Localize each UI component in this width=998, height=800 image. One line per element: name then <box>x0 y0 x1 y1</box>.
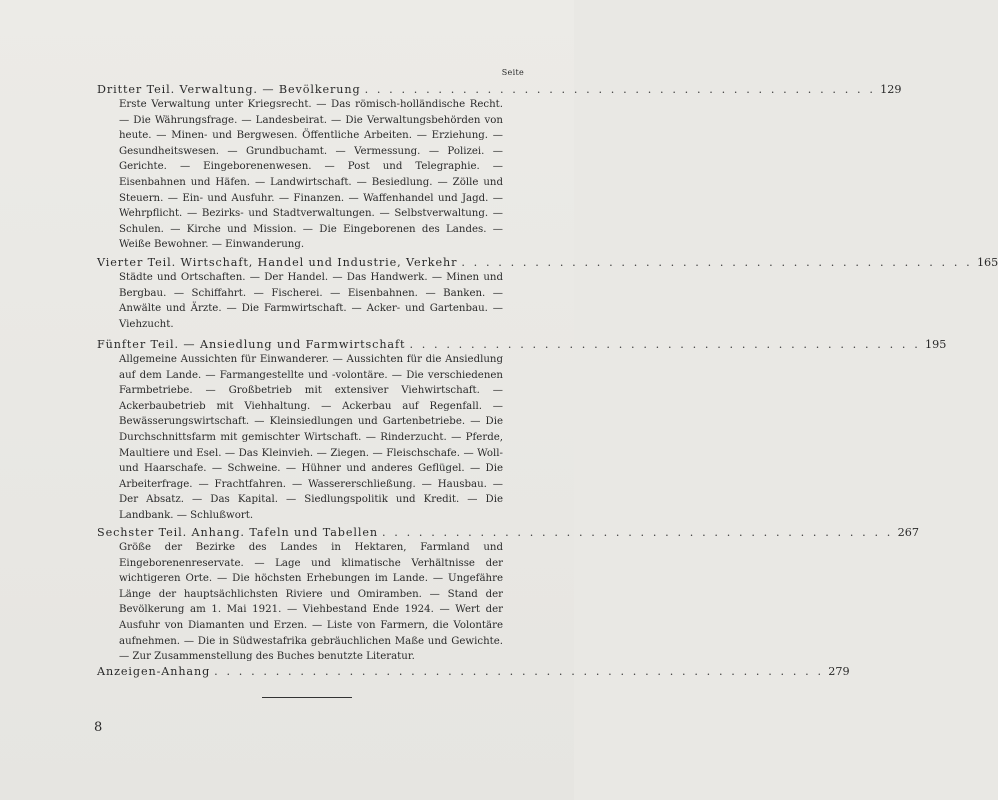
leader-dots: . . . . . . . . . . . . . . . . . . . . . . . . . . . . . . . . . . . . . . . . . . <box>461 256 973 269</box>
toc-page-number: 165 <box>976 256 998 269</box>
toc-page-number: 267 <box>897 526 919 539</box>
closing-rule <box>262 697 352 698</box>
page-folio: 8 <box>94 720 103 735</box>
toc-entry-title: Fünfter Teil. — Ansiedlung und Farmwirtschaft <box>97 338 406 351</box>
toc-entry-fuenfter-teil <box>97 337 947 524</box>
toc-page-number: 129 <box>880 83 902 96</box>
toc-entry-heading <box>97 525 919 540</box>
toc-entry-heading <box>97 337 947 352</box>
toc-entry-description: Größe der Bezirke des Landes in Hektaren, Farmland und Eingeborenenreservate. — Lage und klimatische Verhältnisse der wichtigeren Orte. — Die höchsten Erhebungen im Lande. — Ungefähre Länge der hauptsächlichsten Riviere und Omiramben. — Stand der Bevölkerung am 1. Mai 1921. — Viehbestand Ende 1924. — Wert der Ausfuhr von Diamanten und Erzen. — Liste von Farmern, die Volontäre aufnehmen. — Die in Südwestafrika gebräuchlichen Maße und Gewichte. — Zur Zusammenstellung des Buches benutzte Literatur. <box>119 542 503 663</box>
leader-dots: . . . . . . . . . . . . . . . . . . . . . . . . . . . . . . . . . . . . . . . . . . . . . . . . . . <box>214 665 824 678</box>
leader-dots: . . . . . . . . . . . . . . . . . . . . . . . . . . . . . . . . . . . . . . . . . . <box>409 338 921 351</box>
toc-entry-title: Anzeigen-Anhang <box>97 665 211 678</box>
toc-entry-description: Erste Verwaltung unter Kriegsrecht. — Das römisch-holländische Recht. — Die Währungsfrage. — Landesbeirat. — Die Verwaltungsbehörden von heute. — Minen- und Bergwesen. Öffentliche Arbeiten. — Erziehung. — Gesundheitswesen. — Grundbuchamt. — Vermessung. — Polizei. — Gerichte. — Eingeborenenwesen. — Post und Telegraphie. — Eisenbahnen und Häfen. — Landwirtschaft. — Besiedlung. — Zölle und Steuern. — Ein- und Ausfuhr. — Finanzen. — Waffenhandel und Jagd. — Wehrpflicht. — Bezirks- und Stadtverwaltungen. — Selbstverwaltung. — Schulen. — Kirche und Mission. — Die Eingeborenen des Landes. — Weiße Bewohner. — Einwanderung. <box>119 99 503 251</box>
toc-entry-heading <box>97 664 850 679</box>
leader-dots: . . . . . . . . . . . . . . . . . . . . . . . . . . . . . . . . . . . . . . . . . . <box>364 83 876 96</box>
leader-dots: . . . . . . . . . . . . . . . . . . . . . . . . . . . . . . . . . . . . . . . . . . <box>381 526 893 539</box>
toc-entry-title: Vierter Teil. Wirtschaft, Handel und Industrie, Verkehr <box>97 256 458 269</box>
toc-entry-heading <box>97 82 902 97</box>
toc-entry-anzeigen-anhang <box>97 664 850 679</box>
toc-entry-vierter-teil <box>97 255 998 332</box>
toc-page-number: 195 <box>925 338 947 351</box>
toc-entry-dritter-teil <box>97 82 902 253</box>
toc-entry-title: Dritter Teil. Verwaltung. — Bevölkerung <box>97 83 361 96</box>
toc-entry-description: Allgemeine Aussichten für Einwanderer. — Aussichten für die Ansiedlung auf dem Lande. — Farmangestellte und -volontäre. — Die verschiedenen Farmbetriebe. — Großbetrieb mit extensiver Viehwirtschaft. — Ackerbaubetrieb mit Viehhaltung. — Ackerbau auf Regenfall. — Bewässerungswirtschaft. — Kleinsiedlungen und Gartenbetriebe. — Die Durchschnittsfarm mit gemischter Wirtschaft. — Rinderzucht. — Pferde, Maultiere und Esel. — Das Kleinvieh. — Ziegen. — Fleischschafe. — Woll- und Haarschafe. — Schweine. — Hühner und anderes Geflügel. — Die Arbeiterfrage. — Frachtfahren. — Wassererschließung. — Hausbau. — Der Absatz. — Das Kapital. — Siedlungspolitik und Kredit. — Die Landbank. — Schlußwort. <box>119 354 503 521</box>
seite-column-label: Seite <box>501 68 524 77</box>
toc-entry-title: Sechster Teil. Anhang. Tafeln und Tabellen <box>97 526 378 539</box>
toc-page-number: 279 <box>828 665 850 678</box>
toc-entry-heading <box>97 255 998 270</box>
toc-entry-description: Städte und Ortschaften. — Der Handel. — Das Handwerk. — Minen und Bergbau. — Schiffahrt. — Fischerei. — Eisenbahnen. — Banken. — Anwälte und Ärzte. — Die Farmwirtschaft. — Acker- und Gartenbau. — Viehzucht. <box>119 272 503 330</box>
toc-entry-sechster-teil <box>97 525 919 665</box>
